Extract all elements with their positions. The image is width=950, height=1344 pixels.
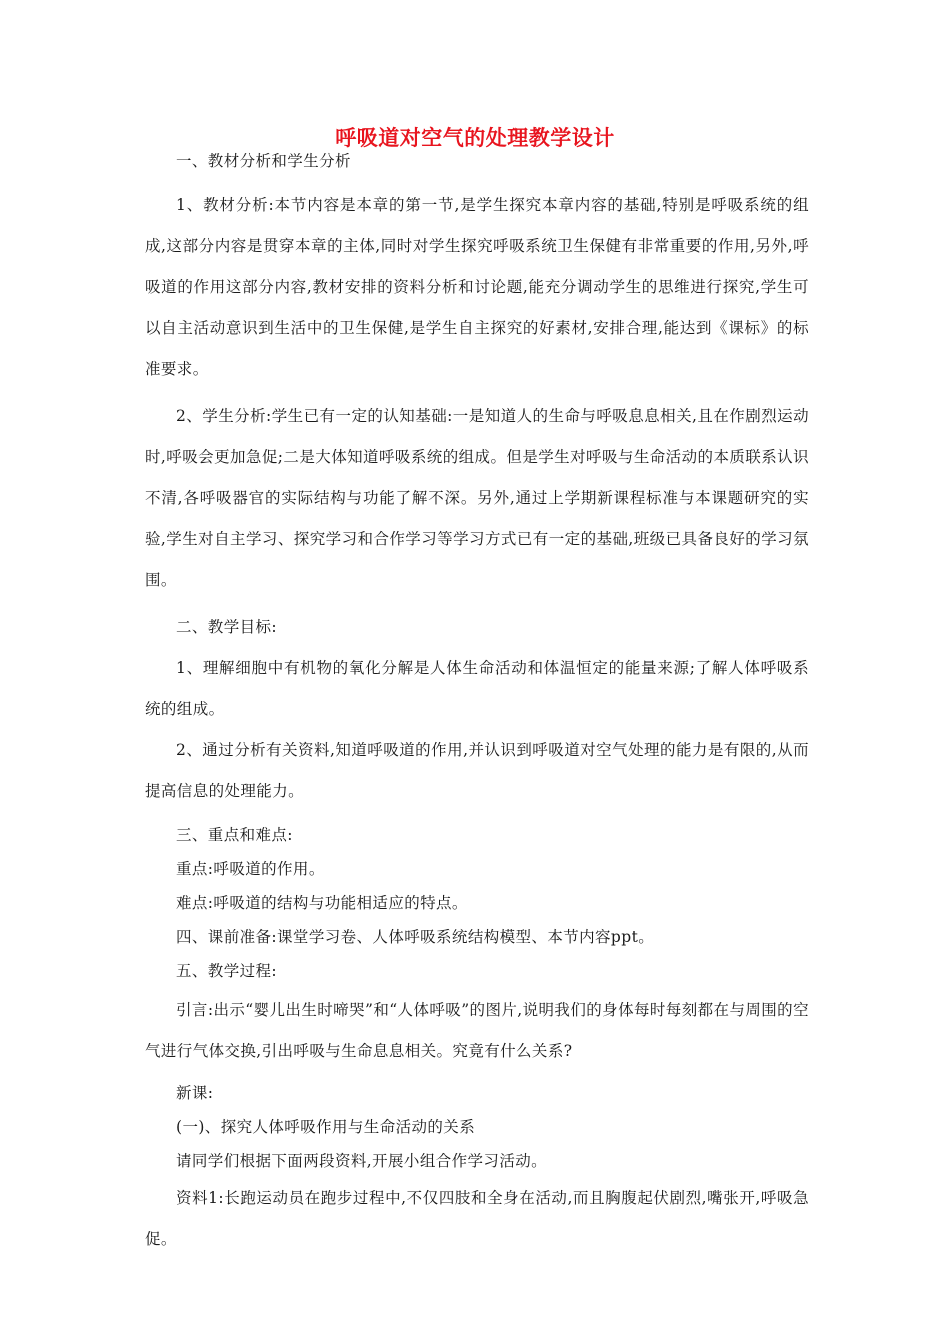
document-title: 呼吸道对空气的处理教学设计	[335, 126, 615, 150]
section-heading-5: 五、教学过程:	[176, 962, 278, 980]
paragraph-difficult-point: 难点:呼吸道的结构与功能相适应的特点。	[176, 894, 468, 912]
paragraph-introduction: 引言:出示“婴儿出生时啼哭”和“人体呼吸”的图片,说明我们的身体每时每刻都在与周围的空气进行气体交换,引出呼吸与生命息息相关。究竟有什么关系?	[145, 1001, 809, 1060]
section-heading-1: 一、教材分析和学生分析	[176, 152, 351, 170]
paragraph-textbook-analysis: 1、教材分析:本节内容是本章的第一节,是学生探究本章内容的基础,特别是呼吸系统的组成,这部分内容是贯穿本章的主体,同时对学生探究呼吸系统卫生保健有非常重要的作用,另外,呼吸道的作用这部分内容,教材安排的资料分析和讨论题,能充分调动学生的思维进行探究,学生可以自主活动意识到生活中的卫生保健,是学生自主探究的好素材,安排合理,能达到《课标》的标准要求。	[145, 196, 809, 378]
paragraph-goal-1: 1、理解细胞中有机物的氧化分解是人体生命活动和体温恒定的能量来源;了解人体呼吸系统的组成。	[145, 659, 809, 718]
section-heading-3: 三、重点和难点:	[176, 826, 293, 844]
paragraph-key-point: 重点:呼吸道的作用。	[176, 860, 325, 878]
paragraph-new-lesson: 新课:	[176, 1084, 214, 1102]
paragraph-material-1: 资料1:长跑运动员在跑步过程中,不仅四肢和全身在活动,而且胸腹起伏剧烈,嘴张开,呼吸急促。	[145, 1189, 809, 1248]
paragraph-student-analysis: 2、学生分析:学生已有一定的认知基础:一是知道人的生命与呼吸息息相关,且在作剧烈运动时,呼吸会更加急促;二是大体知道呼吸系统的组成。但是学生对呼吸与生命活动的本质联系认识不清,各呼吸器官的实际结构与功能了解不深。另外,通过上学期新课程标准与本课题研究的实验,学生对自主学习、探究学习和合作学习等学习方式已有一定的基础,班级已具备良好的学习氛围。	[145, 407, 809, 589]
document-body	[145, 148, 809, 1260]
paragraph-goal-2: 2、通过分析有关资料,知道呼吸道的作用,并认识到呼吸道对空气处理的能力是有限的,从而提高信息的处理能力。	[145, 741, 809, 800]
paragraph-group-activity: 请同学们根据下面两段资料,开展小组合作学习活动。	[176, 1152, 548, 1170]
section-heading-2: 二、教学目标:	[176, 618, 278, 636]
section-heading-inquiry: (一)、探究人体呼吸作用与生命活动的关系	[176, 1118, 476, 1136]
section-heading-4: 四、课前准备:课堂学习卷、人体呼吸系统结构模型、本节内容ppt。	[176, 928, 655, 946]
